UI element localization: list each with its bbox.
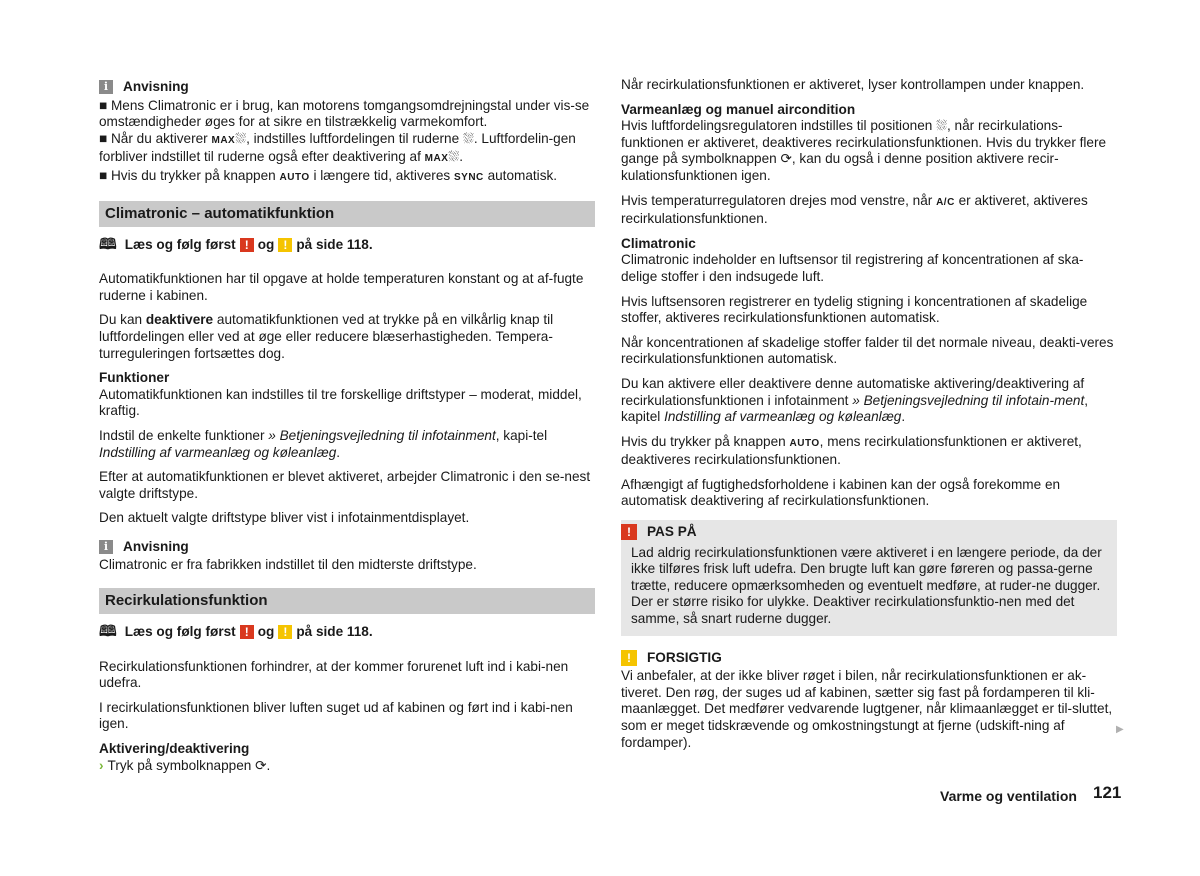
paragraph: Climatronic indeholder en luftsensor til registrering af koncentrationen af ska-delige stoffer i den indsugede luft. [621,252,1084,284]
section-title-automatik: Climatronic – automatikfunktion [99,201,595,227]
windshield-icon: ⛆ [936,118,947,134]
caution-text: Vi anbefaler, at der ikke bliver røget i bilen, når recirkulationsfunktionen er ak-tiveret. Den røg, der suges ud af kabinen, sætter sig fast på fordamperen til kli-maanlægget. Det medfører vedvarende lugtgener, når klimaanlægget er til-sluttet, som er meget tidskrævende og omkostningstungt at fjerne (udskift-ning af fordamper). [621,668,1113,750]
paragraph: Automatikfunktionen har til opgave at holde temperaturen konstant og at af-fugte ruderne i kabinen. [99,271,584,303]
caution-icon[interactable]: ! [278,238,292,252]
note-heading [99,79,595,96]
paragraph: Afhængigt af fugtighedsforholdene i kabinen kan der også forekomme en automatisk deaktivering af recirkulationsfunktionen. [621,476,1061,509]
right-column [621,77,1117,751]
warning-text: Lad aldrig recirkulationsfunktionen være aktiveret i en længere periode, da der ikke tilføres frisk luft udefra. Den brugte luft kan gøre føreren og passa-gerne trætte, reducere opmærksomheden og eventuelt medføre, at ruder-ne dugger. Der er større risiko for ulykke. Deaktiver recirkulationsfunktio-nen med det samme, så snart ruderne dugger. [631,544,1102,627]
paragraph: Automatikfunktionen kan indstilles til tre forskellige driftstyper – moderat, middel, kraftig. [99,386,582,419]
paragraph: Efter at automatikfunktionen er blevet aktiveret, arbejder Climatronic i den se-nest valgte driftstype. [99,469,591,501]
note-title: Anvisning [123,79,189,94]
note-title: Anvisning [123,538,189,554]
paragraph: Hvis luftsensoren registrerer en tydelig stigning i koncentrationen af skadelige stoffer, aktiveres recirkulationsfunktionen automatisk. [621,293,1088,326]
paragraph: Recirkulationsfunktionen forhindrer, at der kommer forurenet luft ind i kabi-nen udefra. [99,658,569,691]
footer-chapter-title: Varme og ventilation [940,788,1077,804]
warning-heading: ! PAS PÅ [621,524,1117,541]
paragraph: Hvis luftfordelingsregulatoren indstilles til positionen ⛆, når recirkulations-funktionen er aktiveret, deaktiveres recirkulationsfunktionen. Hvis du trykker flere gange på symbolknappen ⟳, kan du også i denne position aktivere recir-kulationsfunktionen igen. [621,118,1107,183]
recirculation-icon: ⟳ [780,151,792,167]
windshield-icon: ⛆ [462,130,474,146]
warning-icon[interactable]: ! [240,625,254,639]
ac-symbol: A/C [936,196,955,208]
paragraph: Når koncentrationen af skadelige stoffer falder til det normale niveau, deakti-veres recirkulationsfunktionen automatisk. [621,334,1114,367]
paragraph: Indstil de enkelte funktioner » Betjeningsvejledning til infotainment, kapi-tel Indstilling af varmeanlæg og køleanlæg. [99,427,548,460]
subheading: Varmeanlæg og manuel aircondition [621,101,856,117]
cross-reference-link[interactable]: » Betjeningsvejledning til infotain-ment [852,392,1085,408]
warning-icon: ! [621,524,637,540]
subheading: Aktivering/deaktivering [99,741,250,757]
caution-heading: ! FORSIGTIG [621,650,1117,667]
paragraph: Hvis du trykker på knappen AUTO, mens recirkulationsfunktionen er aktiveret, deaktiveres recirkulationsfunktionen. [621,433,1082,468]
note-heading [99,539,595,556]
paragraph: Den aktuelt valgte driftstype bliver vist i infotainmentdisplayet. [99,510,470,526]
info-icon: i [99,540,113,554]
note-text: ■ Mens Climatronic er i brug, kan motorens tomgangsomdrejningstal under vis-se omstændigheder øges for at sikre en tilstrækkelig varmekomfort. ■ Når du aktiverer MAX⛆, indstilles luftfordelingen til ruderne ⛆. Luftfordelin-gen forbliver indstillet til ruderne også efter deaktivering af MAX⛆. ■ Hvis du trykker på knappen AUTO i længere tid, aktiveres SYNC automatisk. [99,97,590,183]
paragraph: Du kan deaktivere automatikfunktionen ved at trykke på en vilkårlig knap til luftfordelingen eller ved at øge eller reducere blæserhastigheden. Tempera-turreguleringen fortsættes dog. [99,312,554,361]
left-column [99,77,595,782]
section-title-recirkulation: Recirkulationsfunktion [99,588,595,614]
max-defrost-symbol: MAX [211,134,236,146]
subheading: Climatronic [621,235,696,251]
paragraph: Når recirkulationsfunktionen er aktiveret, lyser kontrollampen under knappen. [621,77,1085,92]
info-icon: i [99,80,113,94]
note-text: Climatronic er fra fabrikken indstillet til den midterste driftstype. [99,557,477,573]
caution-icon[interactable]: ! [278,625,292,639]
continue-arrow-icon: ▶ [1116,724,1124,735]
book-icon: 🕮 [99,235,117,253]
book-icon: 🕮 [99,623,117,641]
warning-box [621,520,1117,636]
subheading: Funktioner [99,370,170,386]
paragraph: Du kan aktivere eller deaktivere denne automatiske aktivering/deaktivering af recirkulationsfunktionen i infotainment » Betjeningsvejledning til infotain-ment, kapitel Indstilling af varmeanlæg og køleanlæg. [621,375,1089,425]
recirculation-icon: ⟳ [255,757,267,773]
caution-icon: ! [621,650,637,666]
defrost-icon: ⛆ [235,130,247,146]
auto-symbol: AUTO [279,171,310,183]
auto-symbol: AUTO [789,437,820,449]
safety-reference: 🕮 Læs og følg først ! og ! på side 118. [99,235,373,253]
page-number: 121 [1093,783,1122,802]
safety-reference: 🕮 Læs og følg først ! og ! på side 118. [99,623,373,641]
step: › Tryk på symbolknappen ⟳. [99,757,271,773]
max-defrost-symbol: MAX [424,153,449,165]
step-arrow-icon: › [99,757,104,773]
defrost-icon: ⛆ [448,149,460,165]
warning-icon[interactable]: ! [240,238,254,252]
paragraph: I recirkulationsfunktionen bliver luften suget ud af kabinen og ført ind i kabi-nen igen. [99,699,573,732]
cross-reference-link[interactable]: » Betjeningsvejledning til infotainment [268,427,496,443]
paragraph: Hvis temperaturregulatoren drejes mod venstre, når A/C er aktiveret, aktiveres recirkulationsfunktionen. [621,192,1088,227]
sync-symbol: SYNC [453,171,484,183]
